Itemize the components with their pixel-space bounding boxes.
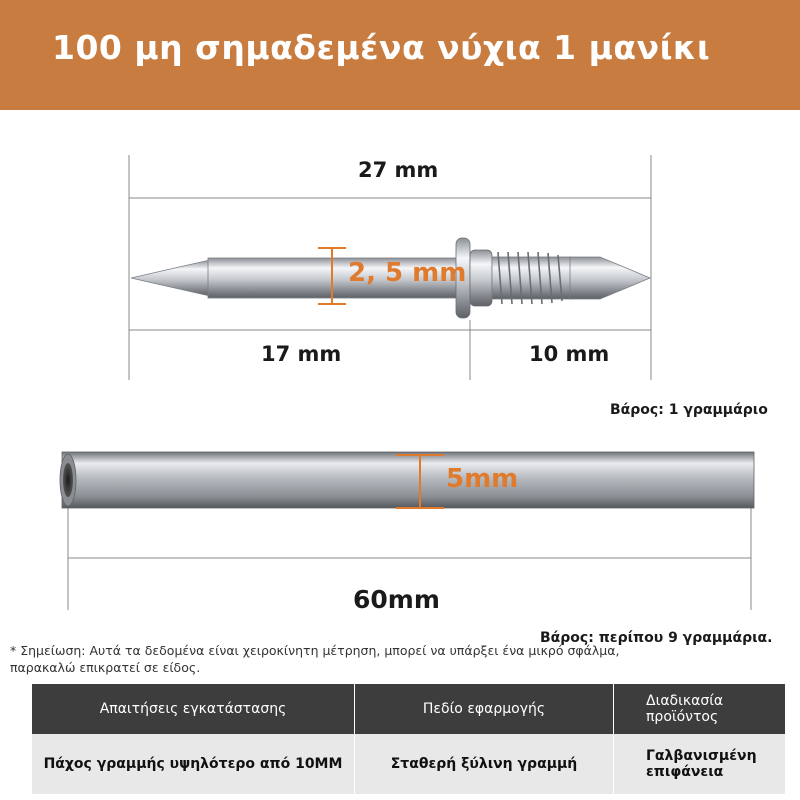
spec-table-row: [32, 734, 786, 794]
cell-application-field: Σταθερή ξύλινη γραμμή: [355, 734, 614, 794]
cell-installation-requirements: Πάχος γραμμής υψηλότερο από 10MM: [32, 734, 355, 794]
sleeve-length-label: 60mm: [353, 585, 440, 614]
header-installation-requirements: Απαιτήσεις εγκατάστασης: [32, 684, 355, 734]
cell-product-process: Γαλβανισμένη επιφάνεια: [614, 734, 786, 794]
nail-weight-label: Βάρος: 1 γραμμάριο: [610, 402, 768, 418]
header-product-process: Διαδικασία προϊόντος: [614, 684, 786, 734]
header-application-field: Πεδίο εφαρμογής: [355, 684, 614, 734]
spec-table: [32, 684, 786, 794]
nail-shank-length-label: 17 mm: [261, 342, 342, 366]
nail-thread-length-label: 10 mm: [529, 342, 610, 366]
spec-table-header-row: [32, 684, 786, 734]
nail-total-length-label: 27 mm: [358, 158, 439, 182]
nail-diameter-label: 2, 5 mm: [348, 258, 467, 288]
sleeve-illustration: [60, 452, 754, 508]
page-title: 100 μη σημαδεμένα νύχια 1 μανίκι: [52, 28, 711, 67]
measurement-note: * Σημείωση: Αυτά τα δεδομένα είναι χειροκίνητη μέτρηση, μπορεί να υπάρξει ένα μικρό σφάλμα, παρακαλώ επικρατεί σε είδος.: [10, 643, 620, 675]
sleeve-weight-label: Βάρος: περίπου 9 γραμμάρια.: [540, 630, 773, 646]
sleeve-diameter-label: 5mm: [446, 464, 519, 494]
